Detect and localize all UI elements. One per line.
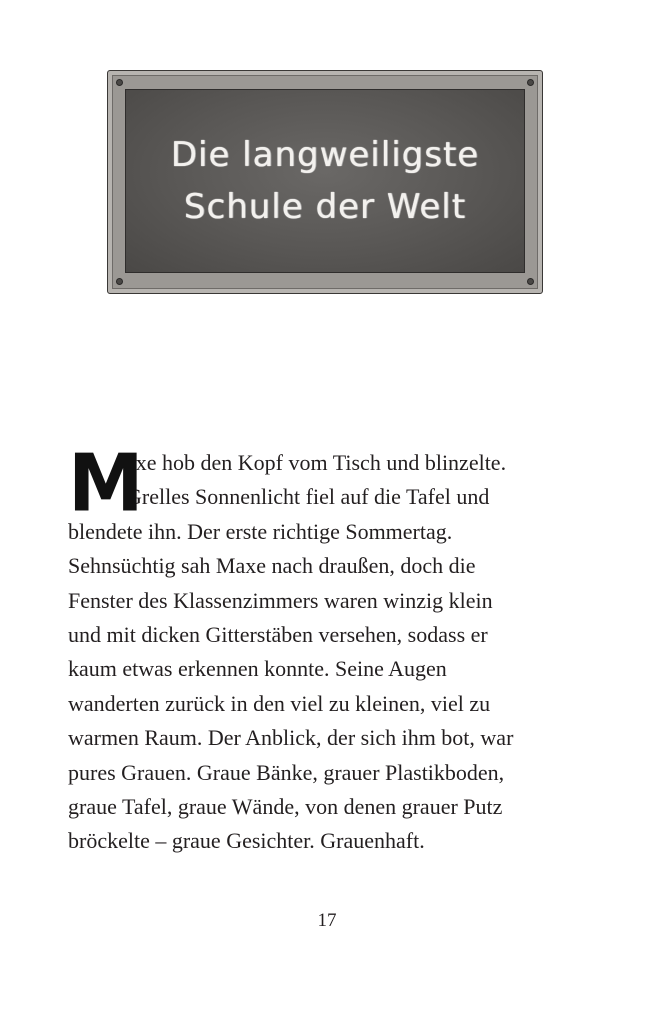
- body-line-6: und mit dicken Gitterstäben versehen, sodass er: [68, 622, 488, 648]
- chapter-title-line-2: Schule der Welt: [183, 187, 467, 227]
- chalkboard-surface: [125, 89, 525, 273]
- body-line-12: bröckelte – graue Gesichter. Grauenhaft.: [68, 828, 425, 854]
- nail-top-left: [116, 79, 123, 86]
- nail-bottom-left: [116, 278, 123, 285]
- body-line-5: Fenster des Klassenzimmers waren winzig klein: [68, 587, 493, 613]
- body-text: [68, 435, 588, 859]
- drop-cap: M: [68, 435, 144, 530]
- body-line-11: graue Tafel, graue Wände, von denen grauer Putz: [68, 794, 503, 820]
- body-line-1: axe hob den Kopf vom Tisch und blinzelte.: [126, 450, 507, 475]
- page-number: 17: [317, 910, 337, 931]
- chapter-title-line-1: Die langweiligste: [170, 135, 480, 175]
- body-line-3: blendete ihn. Der erste richtige Sommertag.: [68, 518, 453, 544]
- body-line-8: wanderten zurück in den viel zu kleinen, viel zu: [68, 690, 491, 716]
- body-line-7: kaum etwas erkennen konnte. Seine Augen: [68, 656, 447, 682]
- body-line-4: Sehnsüchtig sah Maxe nach draußen, doch die: [68, 553, 476, 579]
- chapter-title-chalkboard: [107, 70, 543, 294]
- body-line-2: Grelles Sonnenlicht fiel auf die Tafel und: [126, 484, 490, 510]
- nail-top-right: [527, 79, 534, 86]
- nail-bottom-right: [527, 278, 534, 285]
- body-line-9: warmen Raum. Der Anblick, der sich ihm bot, war: [68, 725, 514, 751]
- body-line-10: pures Grauen. Graue Bänke, grauer Plastikboden,: [68, 759, 505, 785]
